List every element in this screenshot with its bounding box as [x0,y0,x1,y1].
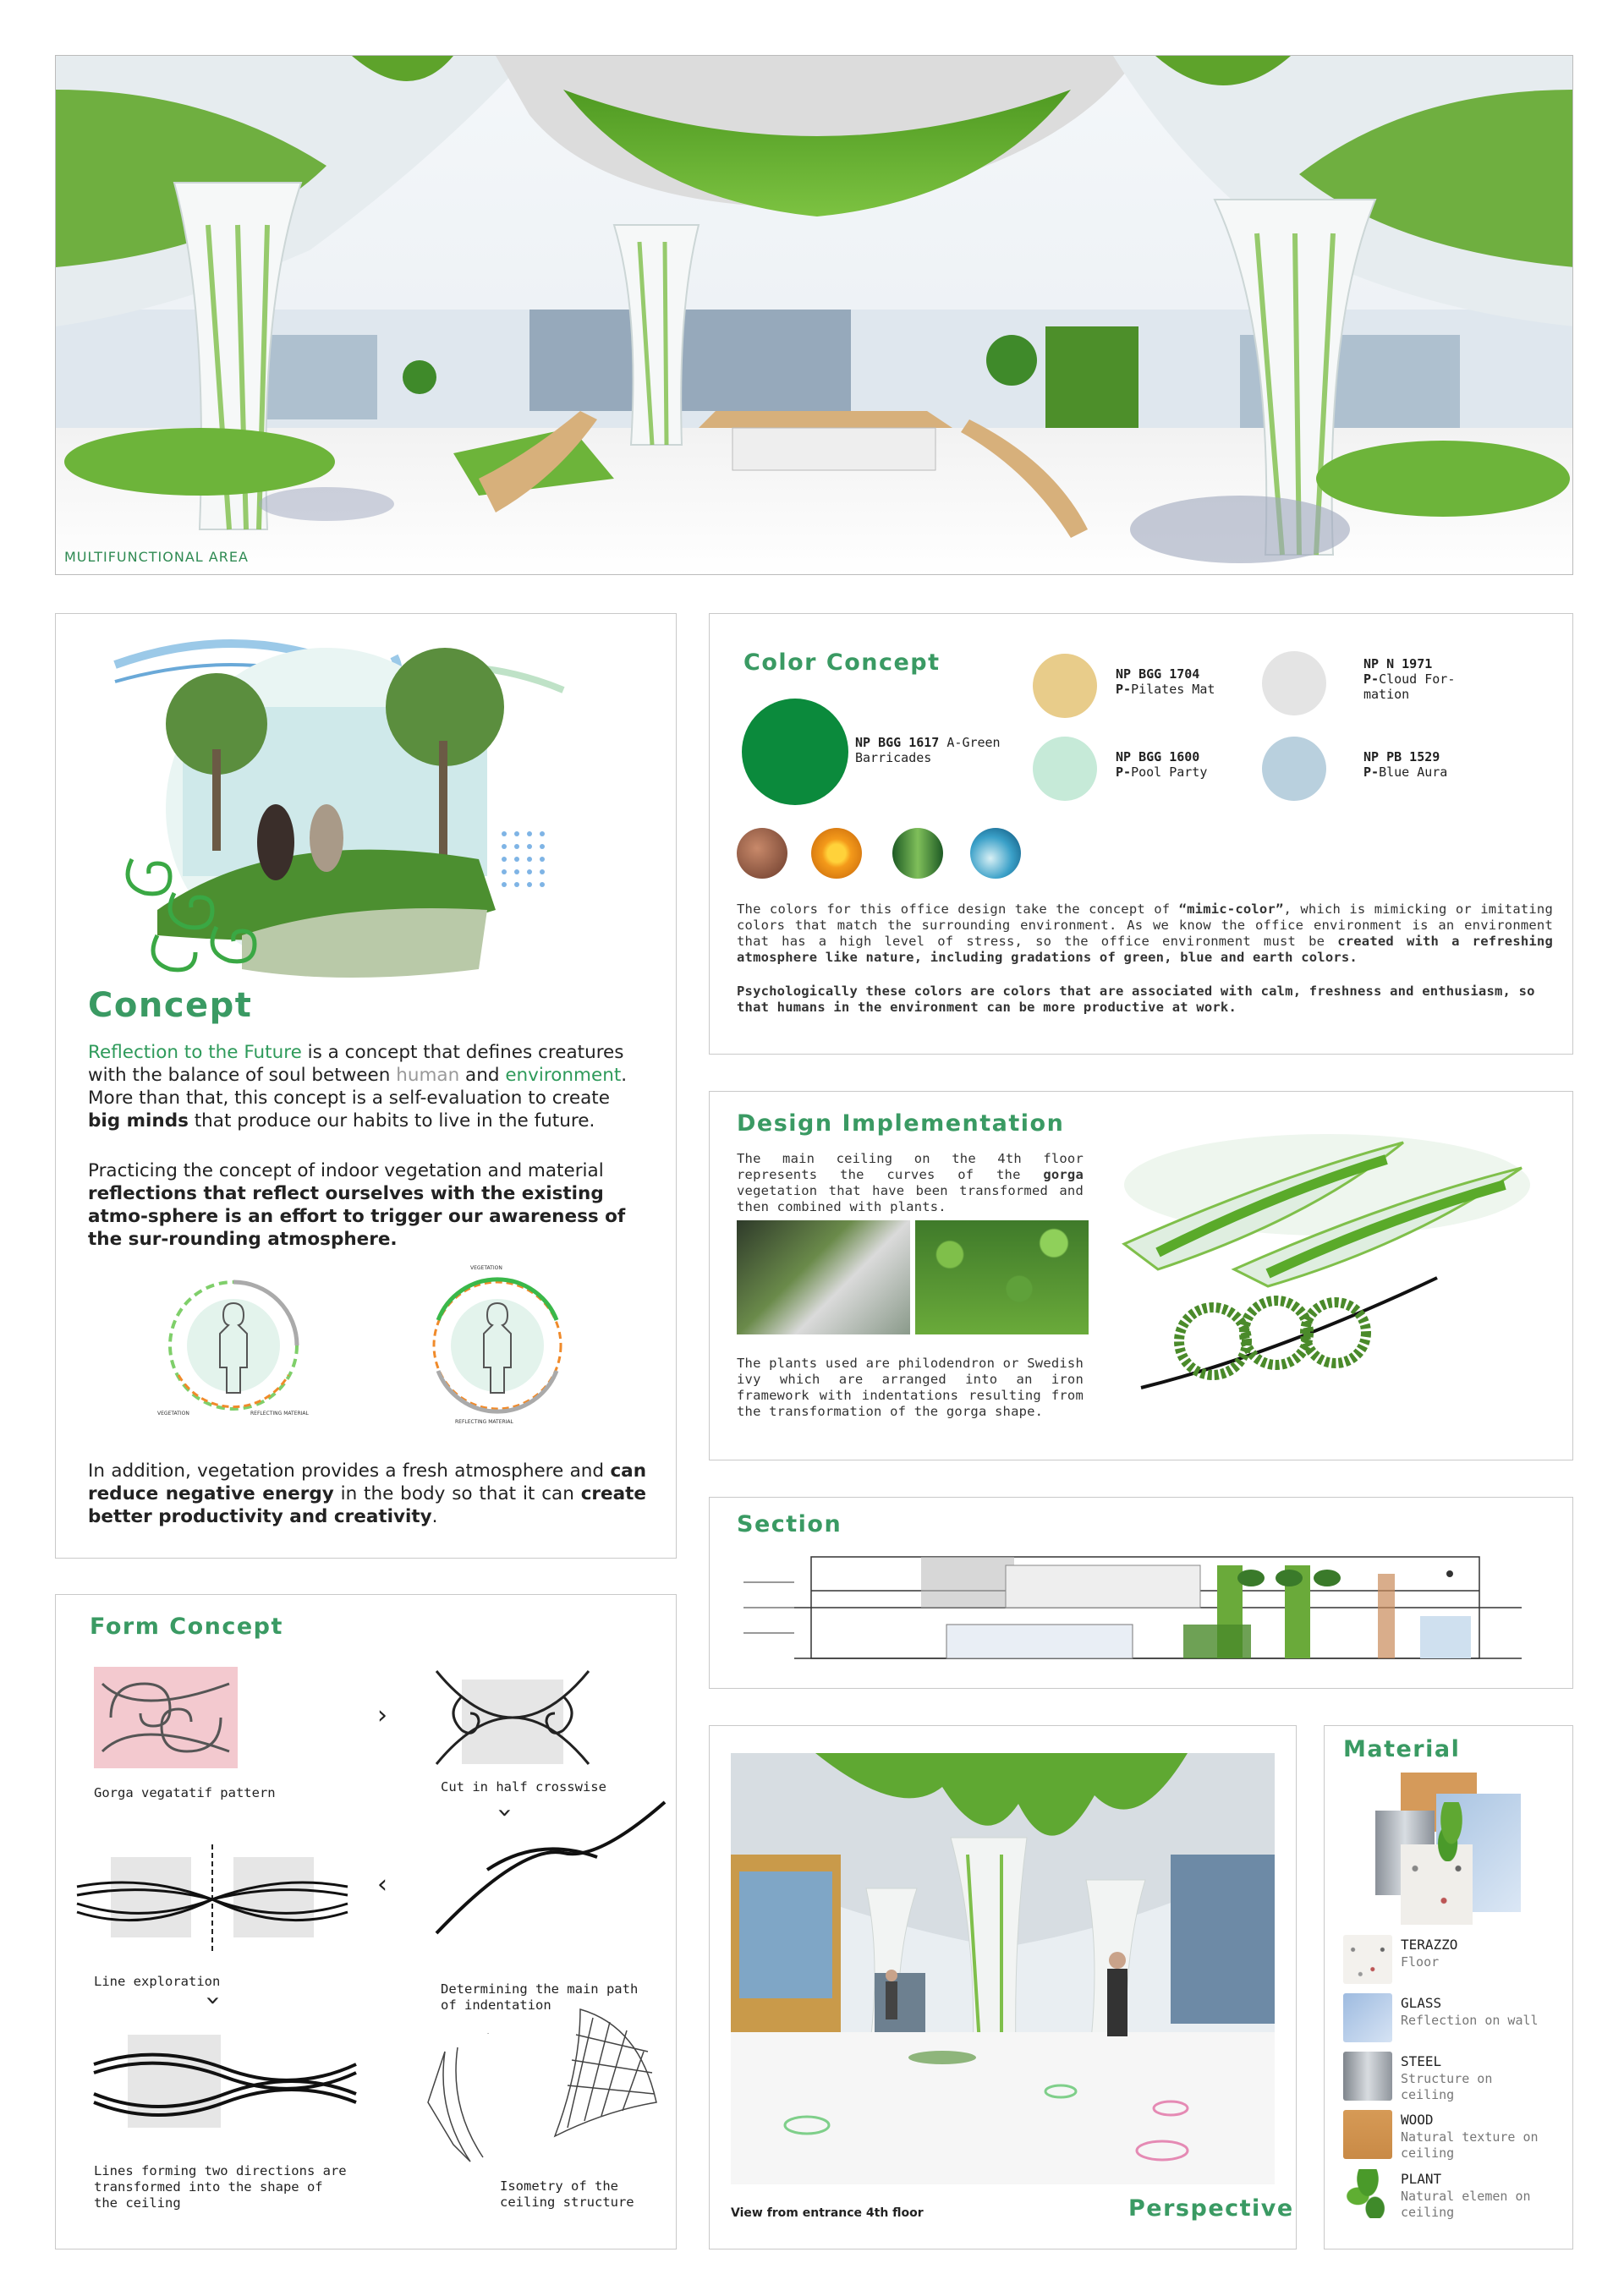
material-name: STEEL [1401,2053,1442,2069]
section-title: Section [737,1511,842,1537]
concept-panel [55,613,677,1559]
arrow-left-icon: ‹ [377,1870,387,1899]
concept-word-human: human [396,1065,460,1086]
material-name: WOOD [1401,2112,1434,2128]
ceiling-photo [737,1220,910,1334]
material-desc: Structure on ceiling [1401,2071,1493,2102]
color-concept-panel [709,613,1573,1055]
form-concept-title: Form Concept [90,1614,283,1640]
concept-bold: can reduce negative energy [88,1460,646,1504]
diagram-label-reflecting: REFLECTING MATERIAL [250,1411,309,1417]
concept-word-environment: environment [505,1065,622,1086]
arrow-down-icon: › [490,1807,520,1818]
caption-line: Line exploration [94,1974,221,1989]
diagram-label-vegetation-top: VEGETATION [470,1265,502,1271]
color-concept-title: Color Concept [743,649,941,676]
material-name: PLANT [1401,2171,1442,2187]
arrow-right-icon: › [377,1701,387,1730]
perspective-title: Perspective [1128,2195,1294,2222]
material-name: GLASS [1401,1995,1442,2011]
material-desc: Floor [1401,1954,1440,1970]
design-implementation-panel [709,1091,1573,1460]
swatch-green-barricades [742,699,848,805]
plant-thumb [1343,2169,1392,2218]
diagram-label-reflecting-bottom: REFLECTING MATERIAL [455,1419,513,1425]
terazzo-thumb [1343,1935,1392,1984]
concept-text: . [431,1506,438,1527]
caption-cut: Cut in half crosswise [441,1779,606,1795]
main-path-image [420,1785,673,1946]
isometry-image [411,2001,665,2170]
material-item-wood [1343,2110,1555,2161]
concept-text: and [459,1065,506,1086]
color-concept-paragraph-2: Psychologically these colors are colors that are associated with calm, freshness and enthusiasm, so that humans in the environment can be more productive at work. [737,984,1535,1015]
ivy-wall-photo [915,1220,1089,1334]
mood-photo-earth [737,828,787,879]
mood-photo-forest [892,828,943,879]
perspective-render [731,1753,1275,2184]
color-concept-paragraph-1: The colors for this office design take the concept of “mimic-color”, which is mimicking or imitating colors that match the surrounding environment. As we know the office environment is an environment that has a high level of stress, so the office environment must be created with a refreshing atmosphere like nature, including gradations of green, blue and earth colors. [737,901,1553,965]
glass-thumb [1343,1993,1392,2042]
arrow-down-icon-2: › [198,1995,228,2006]
concept-bold: big minds [88,1110,189,1132]
concept-diagram-left [140,1269,326,1430]
concept-text: is a concept that defines creatures with the balance of soul between [88,1042,624,1086]
concept-collage-image [107,631,580,986]
steel-thumb [1343,2052,1392,2101]
diagram-label-vegetation: VEGETATION [157,1411,189,1417]
wood-thumb [1343,2110,1392,2159]
perspective-panel [709,1725,1297,2249]
swatch-main-name: Green Barricades [855,735,1001,765]
section-panel [709,1497,1573,1689]
hero-caption: MULTIFUNCTIONAL AREA [64,549,249,565]
cut-in-half-image [428,1663,597,1773]
design-implementation-paragraph-2: The plants used are philodendron or Swedish ivy which are arranged into an iron framework with indentations resulting from the transformation of the gorga shape. [737,1356,1084,1419]
concept-bold: reflections that reflect ourselves with the existing atmo-sphere is an effort to trigger our awareness of the sur-rounding atmosphere. [88,1183,626,1250]
material-desc: Reflection on wall [1401,2013,1539,2028]
material-item-glass [1343,1993,1555,2044]
ceiling-model-render [1107,1126,1547,1438]
gorga-pattern-image [94,1667,238,1768]
concept-paragraph-2 [88,1159,646,1251]
line-exploration-image [69,1840,356,1959]
material-item-steel [1343,2052,1555,2102]
swatch-main-prefix: A- [946,735,963,750]
concept-text: that produce our habits to live in the future. [188,1110,595,1132]
concept-paragraph-3 [88,1460,646,1528]
concept-bold: create better productivity and creativity [88,1483,646,1527]
perspective-caption: View from entrance 4th floor [731,2206,924,2220]
caption-path: Determining the main path of indentation [441,1981,639,2013]
concept-text: . More than that, this concept is a self-evaluation to create [88,1065,628,1109]
concept-text: In addition, vegetation provides a fresh atmosphere and [88,1460,611,1482]
material-name: TERAZZO [1401,1937,1458,1953]
design-implementation-paragraph-1: The main ceiling on the 4th floor represents the curves of the gorga vegetation that have been transformed and then combined with plants. [737,1151,1084,1214]
concept-text: in the body so that it can [333,1483,581,1504]
lines-forming-image [90,2026,360,2145]
swatch-pool-party [1033,737,1097,801]
material-item-plant [1343,2169,1555,2220]
swatch-pool-party-label: NP BGG 1600 P-Pool Party [1116,749,1208,780]
swatch-main-code: NP BGG 1617 [855,735,940,750]
concept-text: Practicing the concept of indoor vegetation and material [88,1160,604,1181]
swatch-main-label [855,735,1024,765]
caption-iso: Isometry of the ceiling structure [500,2178,634,2210]
mood-photo-wave [970,828,1021,879]
concept-title: Concept [88,986,253,1025]
svg-text:-: - [487,2030,490,2036]
caption-lines: Lines forming two directions are transformed into the shape of the ceiling [94,2163,347,2211]
material-desc: Natural elemen on ceiling [1401,2189,1531,2220]
material-desc: Natural texture on ceiling [1401,2129,1539,2161]
concept-diagram-right [404,1261,590,1430]
material-collage-plant [1433,1802,1470,1861]
section-drawing [727,1540,1555,1684]
hero-render-image [56,56,1573,575]
hero-render [55,55,1573,575]
concept-highlight-title: Reflection to the Future [88,1042,302,1063]
swatch-blue-aura-label: NP PB 1529 P-Blue Aura [1363,749,1448,780]
material-title: Material [1343,1736,1461,1762]
swatch-pilates-mat [1033,654,1097,718]
mood-photo-sunset [811,828,862,879]
swatch-blue-aura [1262,737,1326,801]
material-item-terazzo [1343,1935,1555,1986]
swatch-pilates-mat-label: NP BGG 1704 P-Pilates Mat [1116,666,1215,697]
design-implementation-title: Design Implementation [737,1110,1065,1137]
caption-gorga: Gorga vegatatif pattern [94,1785,276,1800]
form-concept-panel [55,1594,677,2249]
swatch-cloud-formation [1262,651,1326,715]
concept-paragraph-1 [88,1041,646,1132]
swatch-cloud-formation-label: NP N 1971 P-Cloud For-mation [1363,656,1456,702]
